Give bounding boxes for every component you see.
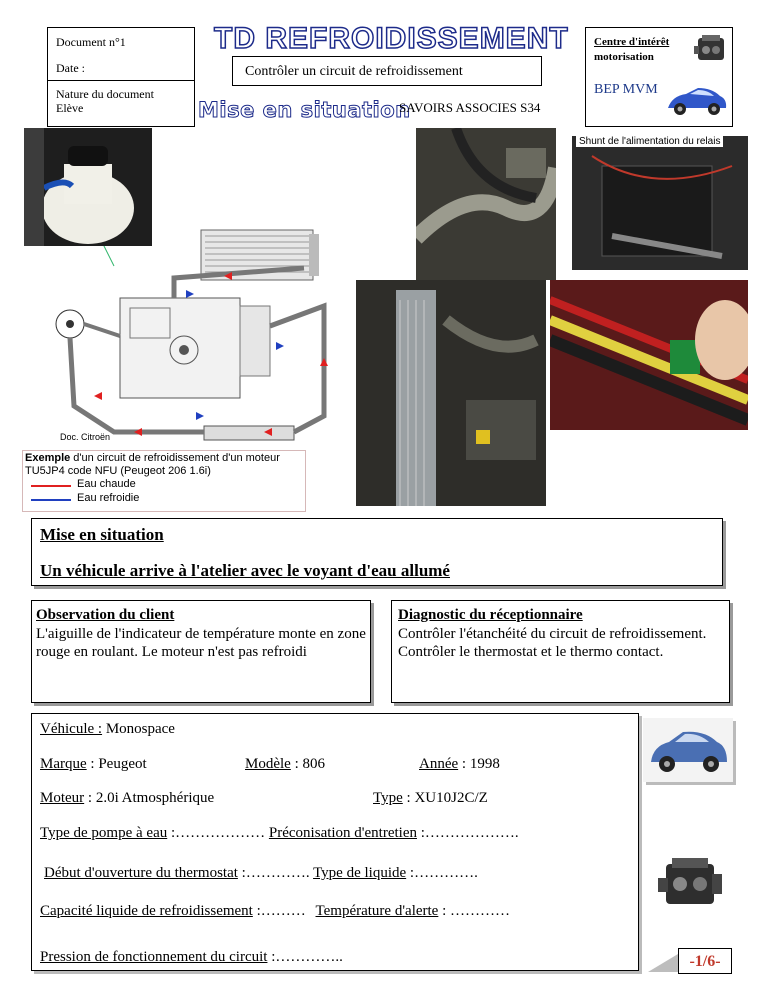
section-title: Mise en situation xyxy=(198,98,411,122)
centre-label: Centre d'intérêt xyxy=(594,36,670,48)
date-label: Date : xyxy=(56,61,85,75)
page-corner xyxy=(648,954,678,972)
moteur-label: Moteur xyxy=(40,790,85,806)
pression-value: :………….. xyxy=(267,949,343,965)
situation-title: Mise en situation xyxy=(40,525,164,544)
vehicule-value: Monospace xyxy=(102,721,175,737)
vehicule-field xyxy=(40,721,175,738)
engine-hoses-photo xyxy=(416,128,556,280)
figure-legend xyxy=(22,450,306,512)
legend-line1-rest: d'un circuit de refroidissement d'un moteur xyxy=(70,452,280,464)
modele-label: Modèle xyxy=(245,756,291,772)
peugeot-car-image xyxy=(643,718,733,782)
legend-line1 xyxy=(25,452,280,464)
legend-cold: Eau refroidie xyxy=(77,492,140,504)
vehicule-label: Véhicule : xyxy=(40,721,103,737)
alerte-value: : ………… xyxy=(438,903,511,919)
annee-label: Année xyxy=(419,756,459,772)
diagnostic-title: Diagnostic du réceptionnaire xyxy=(398,607,583,623)
observation-title: Observation du client xyxy=(36,607,175,623)
bep-label: BEP MVM xyxy=(594,82,658,97)
cooling-schematic xyxy=(24,246,354,446)
header-right-box xyxy=(585,27,733,127)
situation-subtitle: Un véhicule arrive à l'atelier avec le voyant d'eau allumé xyxy=(40,561,450,580)
pompe-value: :……………… xyxy=(167,825,269,841)
engine-icon xyxy=(694,32,730,66)
situation-box xyxy=(31,518,723,586)
capacite-label: Capacité liquide de refroidissement xyxy=(40,903,253,919)
modele-field xyxy=(245,756,325,773)
car-icon xyxy=(664,80,730,120)
main-title: TD REFROIDISSEMENT xyxy=(214,22,569,55)
liquide-label: Type de liquide xyxy=(313,865,407,881)
legend-bold: Exemple xyxy=(25,452,71,464)
header-nature-box xyxy=(47,80,195,127)
nature-value: Elève xyxy=(56,101,84,115)
page-number-box xyxy=(678,948,732,974)
expansion-tank-photo xyxy=(24,128,152,246)
preco-label: Préconisation d'entretien xyxy=(268,825,417,841)
annee-field xyxy=(419,756,500,773)
marque-value: : Peugeot xyxy=(86,756,147,772)
vehicle-box xyxy=(31,713,639,971)
marque-label: Marque xyxy=(40,756,87,772)
capacite-value: :……… xyxy=(252,903,310,919)
pression-field xyxy=(40,949,343,966)
radiator-engine-photo xyxy=(356,280,546,506)
legend-line2: TU5JP4 code NFU (Peugeot 206 1.6i) xyxy=(25,465,211,477)
shunt-label: Shunt de l'alimentation du relais xyxy=(576,136,723,147)
observation-box xyxy=(31,600,371,703)
thermostat-value: :…………. xyxy=(237,865,314,881)
savoirs-label: SAVOIRS ASSOCIES S34 xyxy=(399,100,541,115)
legend-hot: Eau chaude xyxy=(77,478,136,490)
moteur-field xyxy=(40,790,214,807)
diagnostic-text: Contrôler l'étanchéité du circuit de refroidissement. Contrôler le thermostat et le thermo contact. xyxy=(398,626,707,660)
type-label: Type xyxy=(373,790,403,806)
preco-value: :………………. xyxy=(416,825,519,841)
modele-value: : 806 xyxy=(290,756,325,772)
legend-cold-arrow xyxy=(31,499,71,501)
centre-value: motorisation xyxy=(594,51,654,63)
subtitle: Contrôler un circuit de refroidissement xyxy=(245,64,463,79)
subtitle-box xyxy=(232,56,542,86)
thermostat-label: Début d'ouverture du thermostat xyxy=(44,865,238,881)
doc-source-label: Doc. Citroën xyxy=(60,432,111,442)
moteur-value: : 2.0i Atmosphérique xyxy=(84,790,215,806)
connector-photo xyxy=(550,280,748,430)
figure-area xyxy=(24,128,748,510)
type-field xyxy=(373,790,488,807)
observation-text: L'aiguille de l'indicateur de température monte en zone rouge en roulant. Le moteur n'est pas refroidi xyxy=(36,626,366,660)
page-number: -1/6- xyxy=(689,953,721,970)
nature-label: Nature du document xyxy=(56,87,154,101)
liquide-value: :…………. xyxy=(406,865,478,881)
alerte-label: Température d'alerte xyxy=(315,903,439,919)
document-label: Document n°1 xyxy=(56,35,126,49)
pression-label: Pression de fonctionnement du circuit xyxy=(40,949,268,965)
engine-image xyxy=(656,852,726,912)
annee-value: : 1998 xyxy=(458,756,500,772)
pompe-field xyxy=(40,825,519,842)
marque-field xyxy=(40,756,147,773)
legend-hot-arrow xyxy=(31,485,71,487)
diagnostic-box xyxy=(391,600,730,703)
relay-photo xyxy=(572,136,748,270)
thermostat-field xyxy=(44,865,478,882)
capacite-field xyxy=(40,903,510,920)
pompe-label: Type de pompe à eau xyxy=(40,825,168,841)
type-value: : XU10J2C/Z xyxy=(402,790,488,806)
